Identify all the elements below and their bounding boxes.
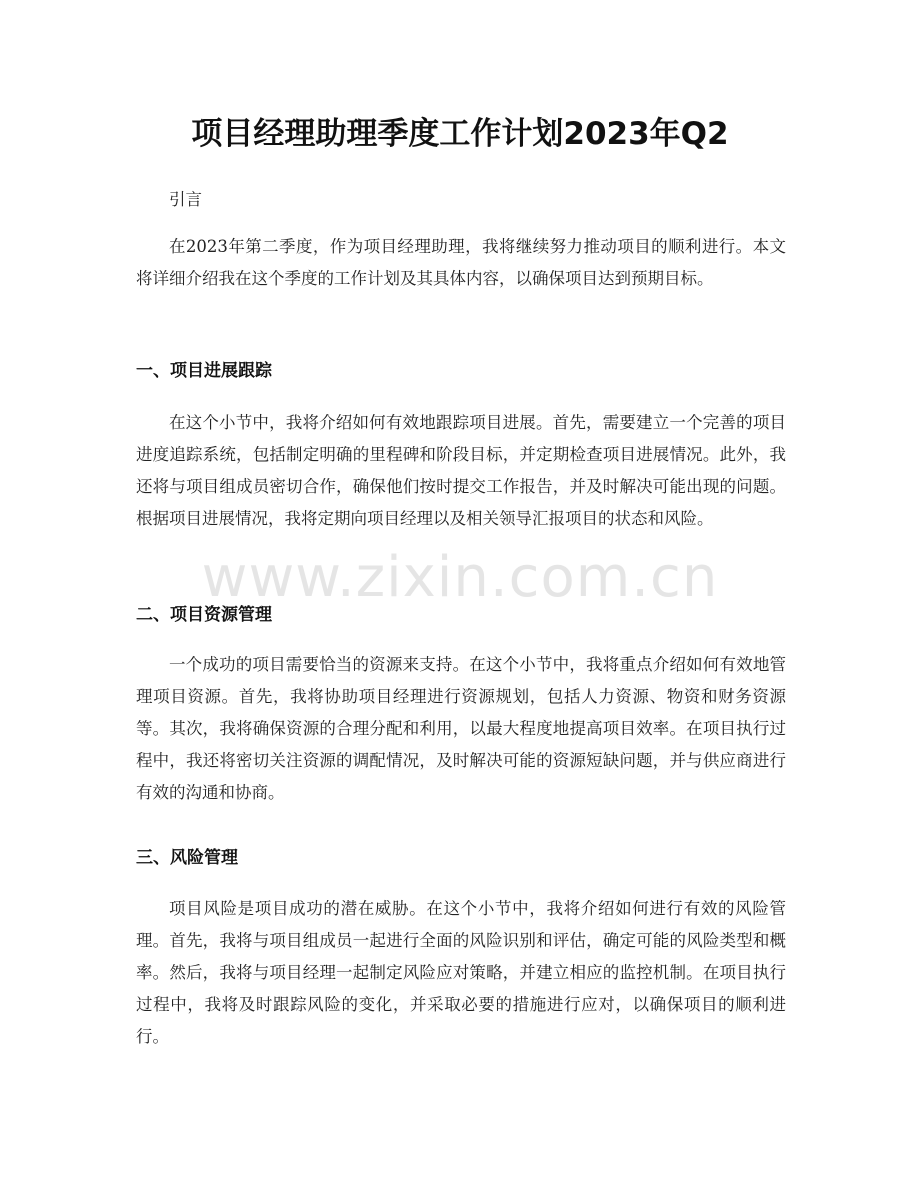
- document-title: 项目经理助理季度工作计划2023年Q2: [191, 116, 729, 152]
- section-paragraph-progress: 在这个小节中，我将介绍如何有效地跟踪项目进展。首先，需要建立一个完善的项目进度追踪系统，包括制定明确的里程碑和阶段目标，并定期检查项目进展情况。此外，我还将与项目组成员密切合作，确保他们按时提交工作报告，并及时解决可能出现的问题。根据项目进展情况，我将定期向项目经理以及相关领导汇报项目的状态和风险。: [136, 413, 786, 528]
- section-paragraph-resources: 一个成功的项目需要恰当的资源来支持。在这个小节中，我将重点介绍如何有效地管理项目资源。首先，我将协助项目经理进行资源规划，包括人力资源、物资和财务资源等。其次，我将确保资源的合理分配和利用，以最大程度地提高项目效率。在项目执行过程中，我还将密切关注资源的调配情况，及时解决可能的资源短缺问题，并与供应商进行有效的沟通和协商。: [136, 655, 786, 802]
- intro-paragraph: 在2023年第二季度，作为项目经理助理，我将继续努力推动项目的顺利进行。本文将详细介绍我在这个季度的工作计划及其具体内容，以确保项目达到预期目标。: [136, 237, 786, 288]
- section-heading-progress: 一、项目进展跟踪: [136, 361, 272, 381]
- intro-label: 引言: [169, 190, 202, 209]
- section-paragraph-risk: 项目风险是项目成功的潜在威胁。在这个小节中，我将介绍如何进行有效的风险管理。首先，我将与项目组成员一起进行全面的风险识别和评估，确定可能的风险类型和概率。然后，我将与项目经理一起制定风险应对策略，并建立相应的监控机制。在项目执行过程中，我将及时跟踪风险的变化，并采取必要的措施进行应对，以确保项目的顺利进行。: [136, 899, 786, 1046]
- section-heading-resources: 二、项目资源管理: [136, 605, 272, 625]
- section-heading-risk: 三、风险管理: [136, 848, 238, 868]
- watermark-text: www.zixin.com.cn: [201, 545, 719, 610]
